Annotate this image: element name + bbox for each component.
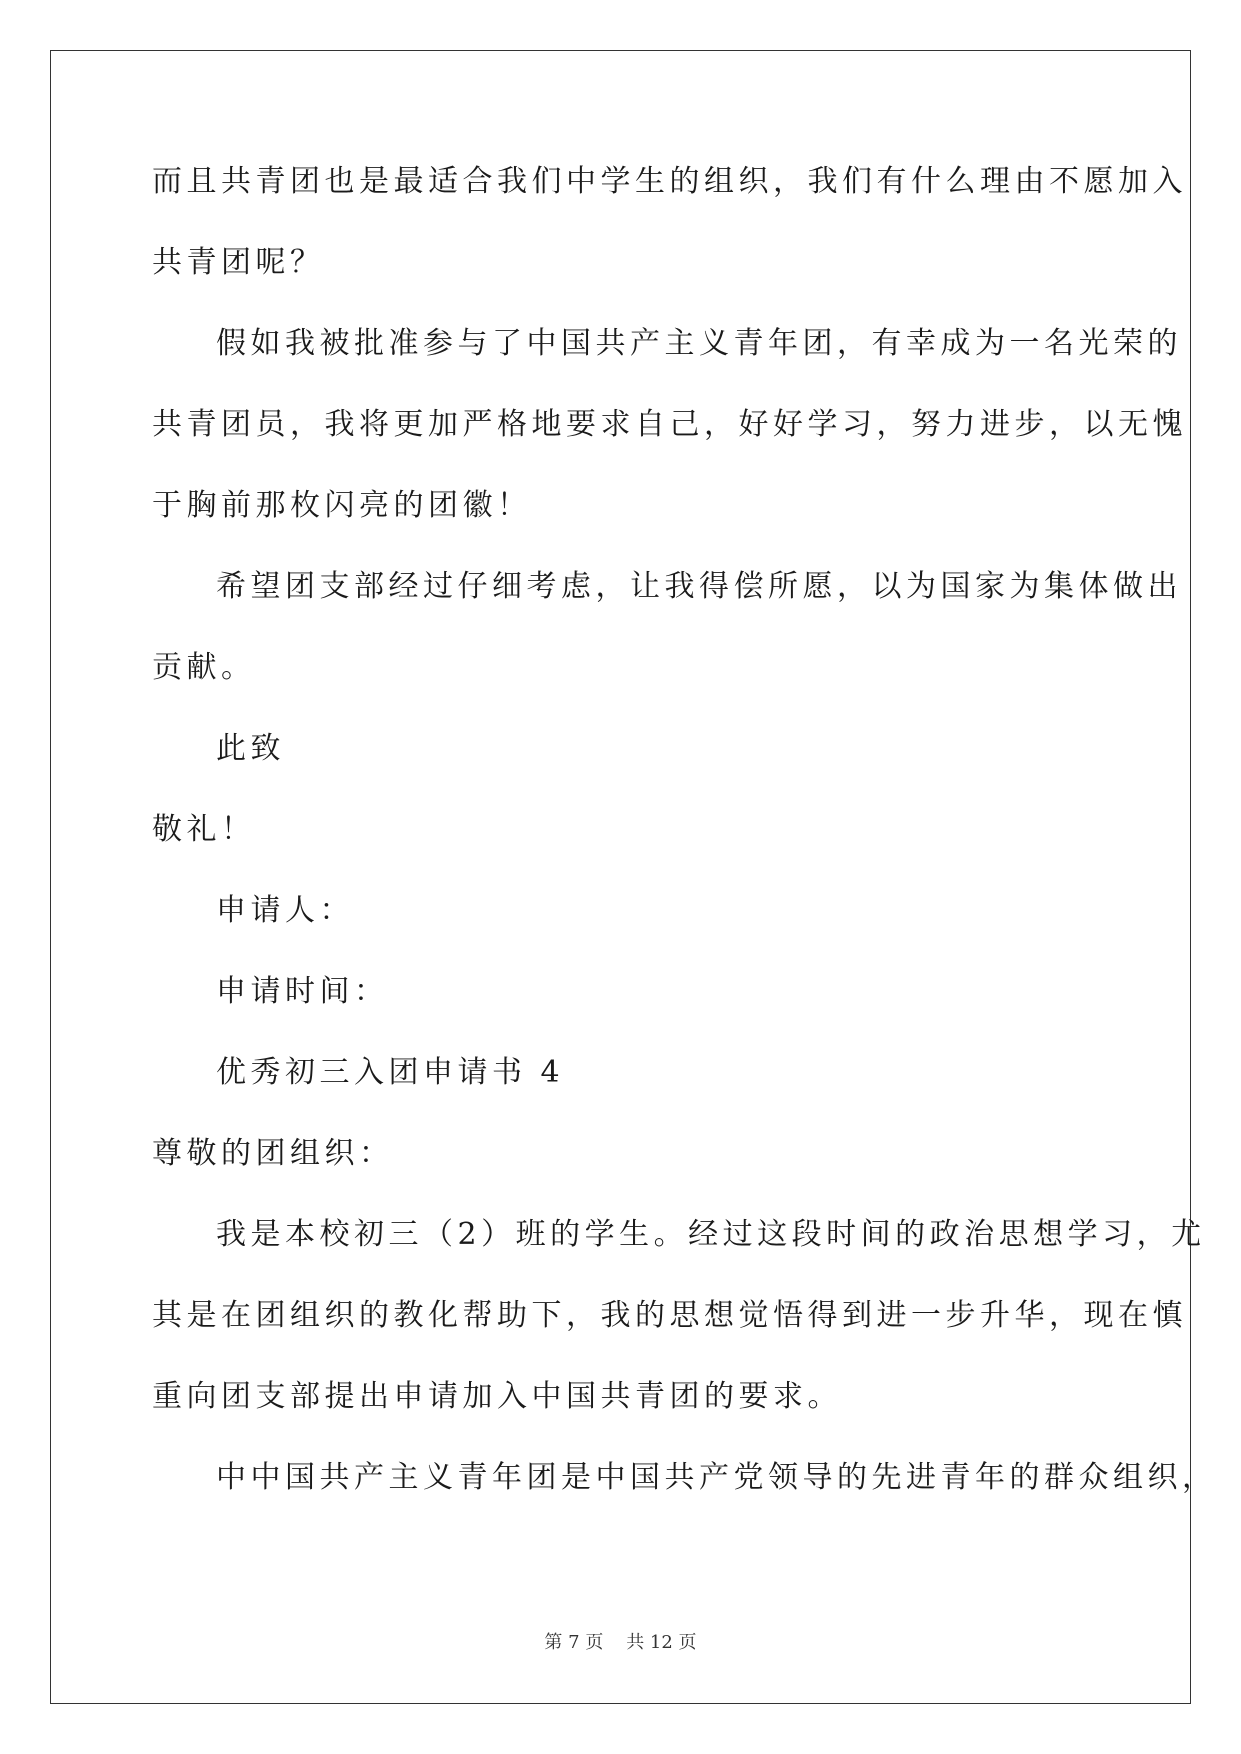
text-line-17: 中中国共产主义青年团是中国共产党领导的先进青年的群众组织，	[216, 1460, 1217, 1495]
text-line-7: 贡献。	[152, 650, 256, 685]
text-line-14: 我是本校初三（2）班的学生。经过这段时间的政治思想学习，尤	[216, 1217, 1206, 1252]
page-footer: 第 7 页 共 12 页	[544, 1632, 697, 1653]
closing-salutation: 此致	[216, 731, 285, 766]
text-line-2: 共青团呢？	[152, 245, 325, 280]
text-line-16: 重向团支部提出申请加入中国共青团的要求。	[152, 1379, 842, 1414]
application-date-label: 申请时间：	[216, 974, 389, 1009]
text-line-3: 假如我被批准参与了中国共产主义青年团，有幸成为一名光荣的	[216, 326, 1182, 361]
text-line-6: 希望团支部经过仔细考虑，让我得偿所愿，以为国家为集体做出	[216, 569, 1182, 604]
applicant-label: 申请人：	[216, 893, 354, 928]
text-line-4: 共青团员，我将更加严格地要求自己，好好学习，努力进步，以无愧	[152, 407, 1187, 442]
text-line-5: 于胸前那枚闪亮的团徽！	[152, 488, 532, 523]
closing-respect: 敬礼！	[152, 812, 256, 847]
text-line-1: 而且共青团也是最适合我们中学生的组织，我们有什么理由不愿加入	[152, 164, 1187, 199]
section-title: 优秀初三入团申请书 4	[216, 1055, 565, 1090]
document-body	[152, 164, 1217, 1541]
text-line-15: 其是在团组织的教化帮助下，我的思想觉悟得到进一步升华，现在慎	[152, 1298, 1187, 1333]
greeting: 尊敬的团组织：	[152, 1136, 394, 1171]
